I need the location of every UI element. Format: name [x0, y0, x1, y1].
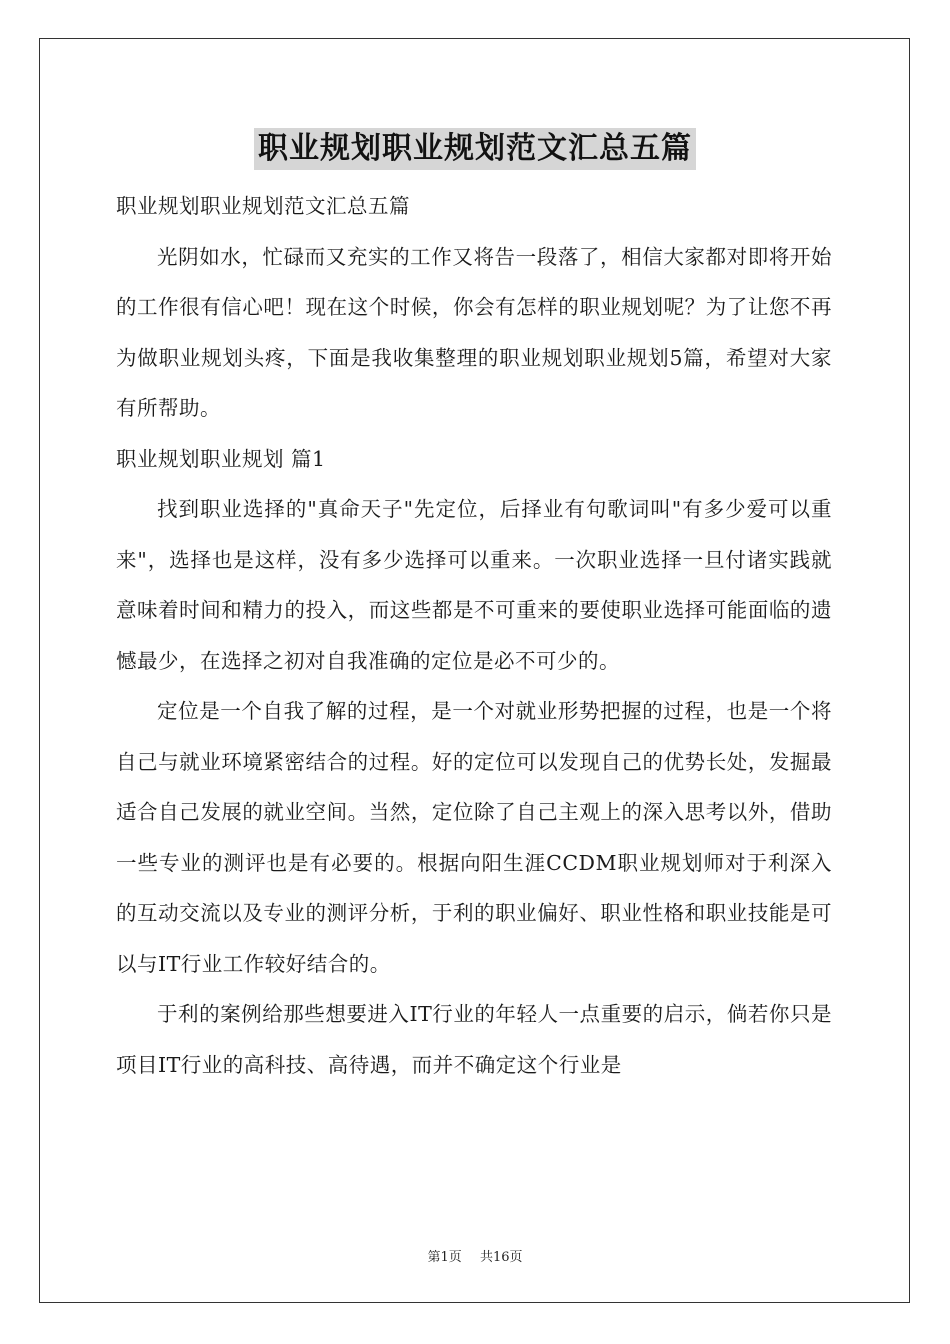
body-paragraph: 于利的案例给那些想要进入IT行业的年轻人一点重要的启示，倘若你只是项目IT行业的高科技、高待遇，而并不确定这个行业是 [116, 1002, 832, 1077]
section-heading: 职业规划职业规划 篇1 [116, 446, 326, 471]
document-title: 职业规划职业规划范文汇总五篇 [254, 128, 696, 170]
body-paragraph: 找到职业选择的"真命天子"先定位，后择业有句歌词叫"有多少爱可以重来"，选择也是这样，没有多少选择可以重来。一次职业选择一旦付诸实践就意味着时间和精力的投入，而这些都是不可重来的要使职业选择可能面临的遗憾最少，在选择之初对自我准确的定位是必不可少的。 [116, 497, 832, 673]
page-number: 第1页 [427, 1250, 462, 1265]
page-footer [0, 1246, 950, 1265]
body-paragraph: 定位是一个自我了解的过程，是一个对就业形势把握的过程，也是一个将自己与就业环境紧密结合的过程。好的定位可以发现自己的优势长处，发掘最适合自己发展的就业空间。当然，定位除了自己主观上的深入思考以外，借助一些专业的测评也是有必要的。根据向阳生涯CCDM职业规划师对于利深入的互动交流以及专业的测评分析，于利的职业偏好、职业性格和职业技能是可以与IT行业工作较好结合的。 [116, 699, 832, 976]
intro-paragraph: 光阴如水，忙碌而又充实的工作又将告一段落了，相信大家都对即将开始的工作很有信心吧！现在这个时候，你会有怎样的职业规划呢？为了让您不再为做职业规划头疼，下面是我收集整理的职业规划职业规划5篇，希望对大家有所帮助。 [116, 244, 832, 420]
subtitle: 职业规划职业规划范文汇总五篇 [116, 194, 410, 218]
page-total: 共16页 [479, 1250, 523, 1265]
document-body [116, 181, 832, 1090]
title-container [0, 128, 950, 170]
